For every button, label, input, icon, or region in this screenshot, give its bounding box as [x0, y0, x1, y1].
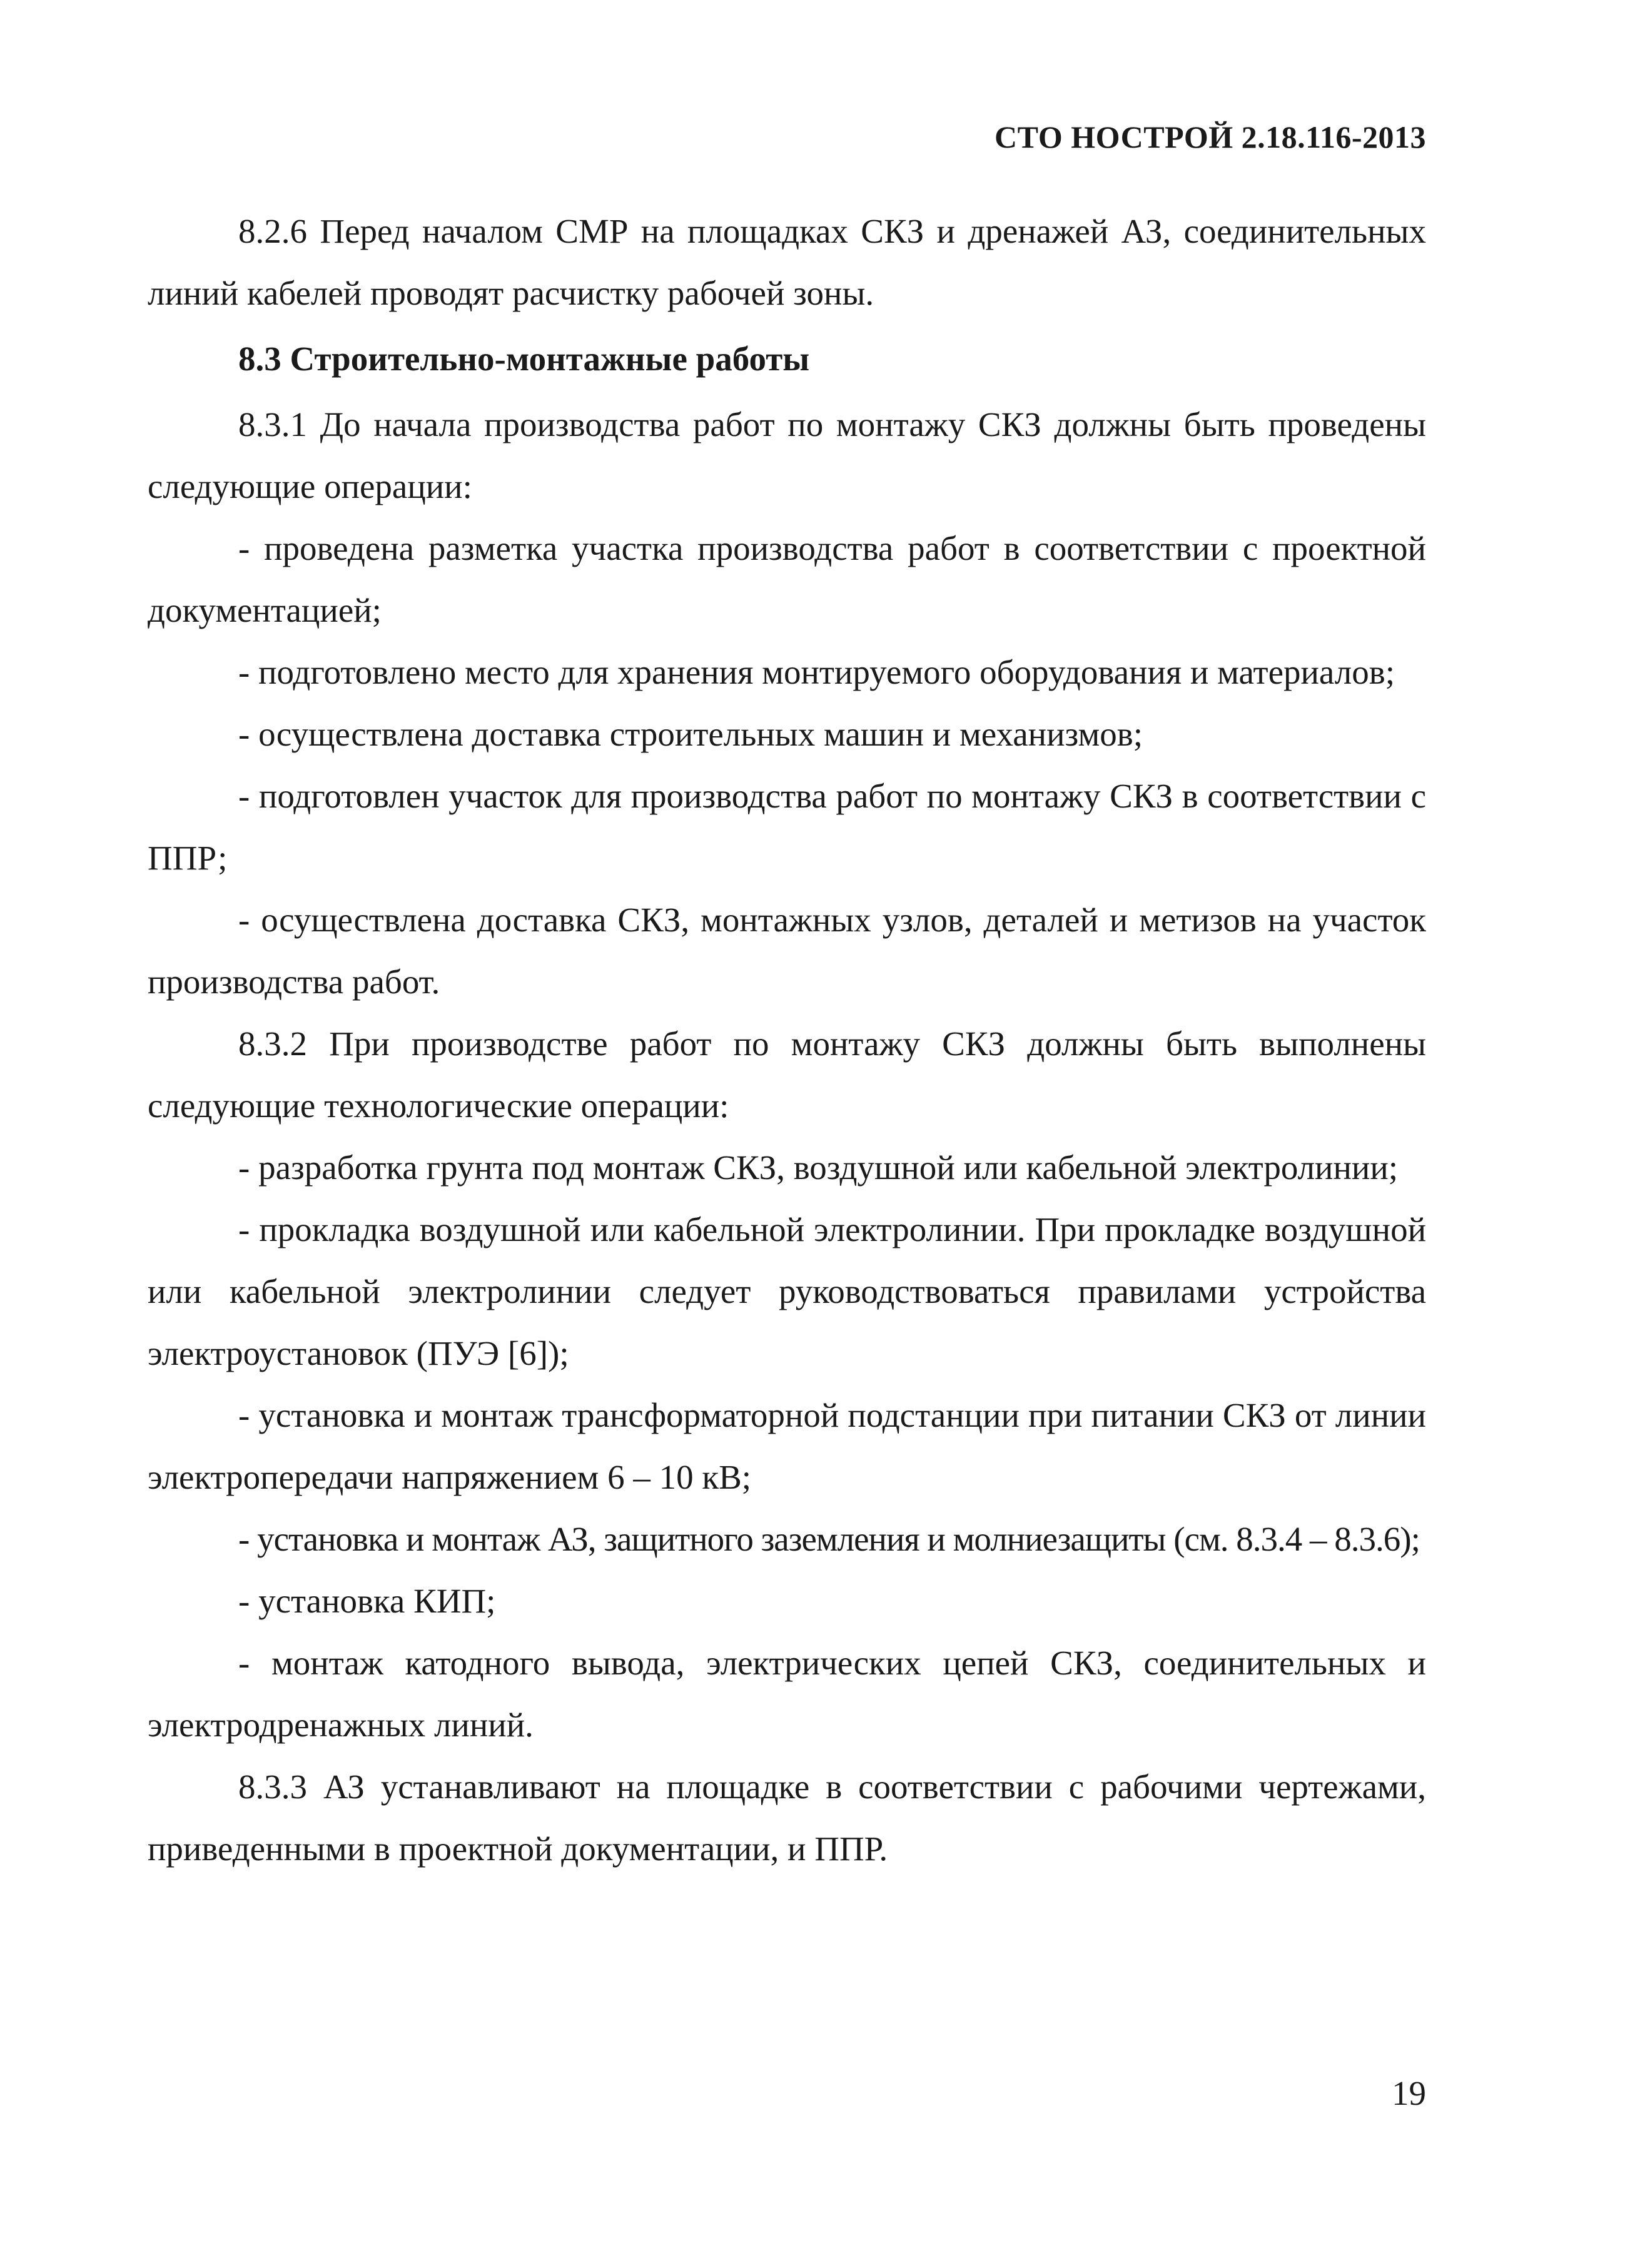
list-item: - установка и монтаж АЗ, защитного заземления и молниезащиты (см. 8.3.4 – 8.3.6); [238, 1520, 1420, 1558]
page-number: 19 [1392, 2074, 1426, 2112]
list-item: - монтаж катодного вывода, электрических цепей СКЗ, соединительных и электродренажных линий. [148, 1644, 1426, 1744]
list-item: - установка и монтаж трансформаторной подстанции при питании СКЗ от линии электропередачи напряжением 6 – 10 кВ; [148, 1396, 1426, 1496]
list-item: - установка КИП; [238, 1582, 496, 1620]
paragraph-8-3-3: 8.3.3 АЗ устанавливают на площадке в соответствии с рабочими чертежами, приведенными в проектной документации, и ППР. [148, 1768, 1426, 1868]
paragraph-8-3-2: 8.3.2 При производстве работ по монтажу СКЗ должны быть выполнены следующие технологические операции: [148, 1025, 1426, 1125]
list-item: - проведена разметка участка производства работ в соответствии с проектной документацией; [148, 529, 1426, 629]
list-item: - подготовлено место для хранения монтируемого оборудования и материалов; [238, 653, 1395, 691]
section-heading-8-3: 8.3 Строительно-монтажные работы [238, 340, 810, 378]
paragraph-8-3-1: 8.3.1 До начала производства работ по монтажу СКЗ должны быть проведены следующие операции: [148, 405, 1426, 505]
list-item: - осуществлена доставка строительных машин и механизмов; [238, 715, 1143, 753]
list-item: - прокладка воздушной или кабельной электролинии. При прокладке воздушной или кабельной электролинии следует руководствоваться правилами устройства электроустановок (ПУЭ [6]); [148, 1210, 1426, 1372]
paragraph-8-2-6: 8.2.6 Перед началом СМР на площадках СКЗ и дренажей АЗ, соединительных линий кабелей проводят расчистку рабочей зоны. [148, 212, 1426, 312]
document-code-header: СТО НОСТРОЙ 2.18.116-2013 [995, 119, 1426, 154]
list-item: - подготовлен участок для производства работ по монтажу СКЗ в соответствии с ППР; [148, 777, 1426, 877]
list-item: - разработка грунта под монтаж СКЗ, воздушной или кабельной электролинии; [238, 1148, 1399, 1187]
list-item: - осуществлена доставка СКЗ, монтажных узлов, деталей и метизов на участок производства работ. [148, 901, 1426, 1001]
page-body [148, 200, 1426, 1880]
